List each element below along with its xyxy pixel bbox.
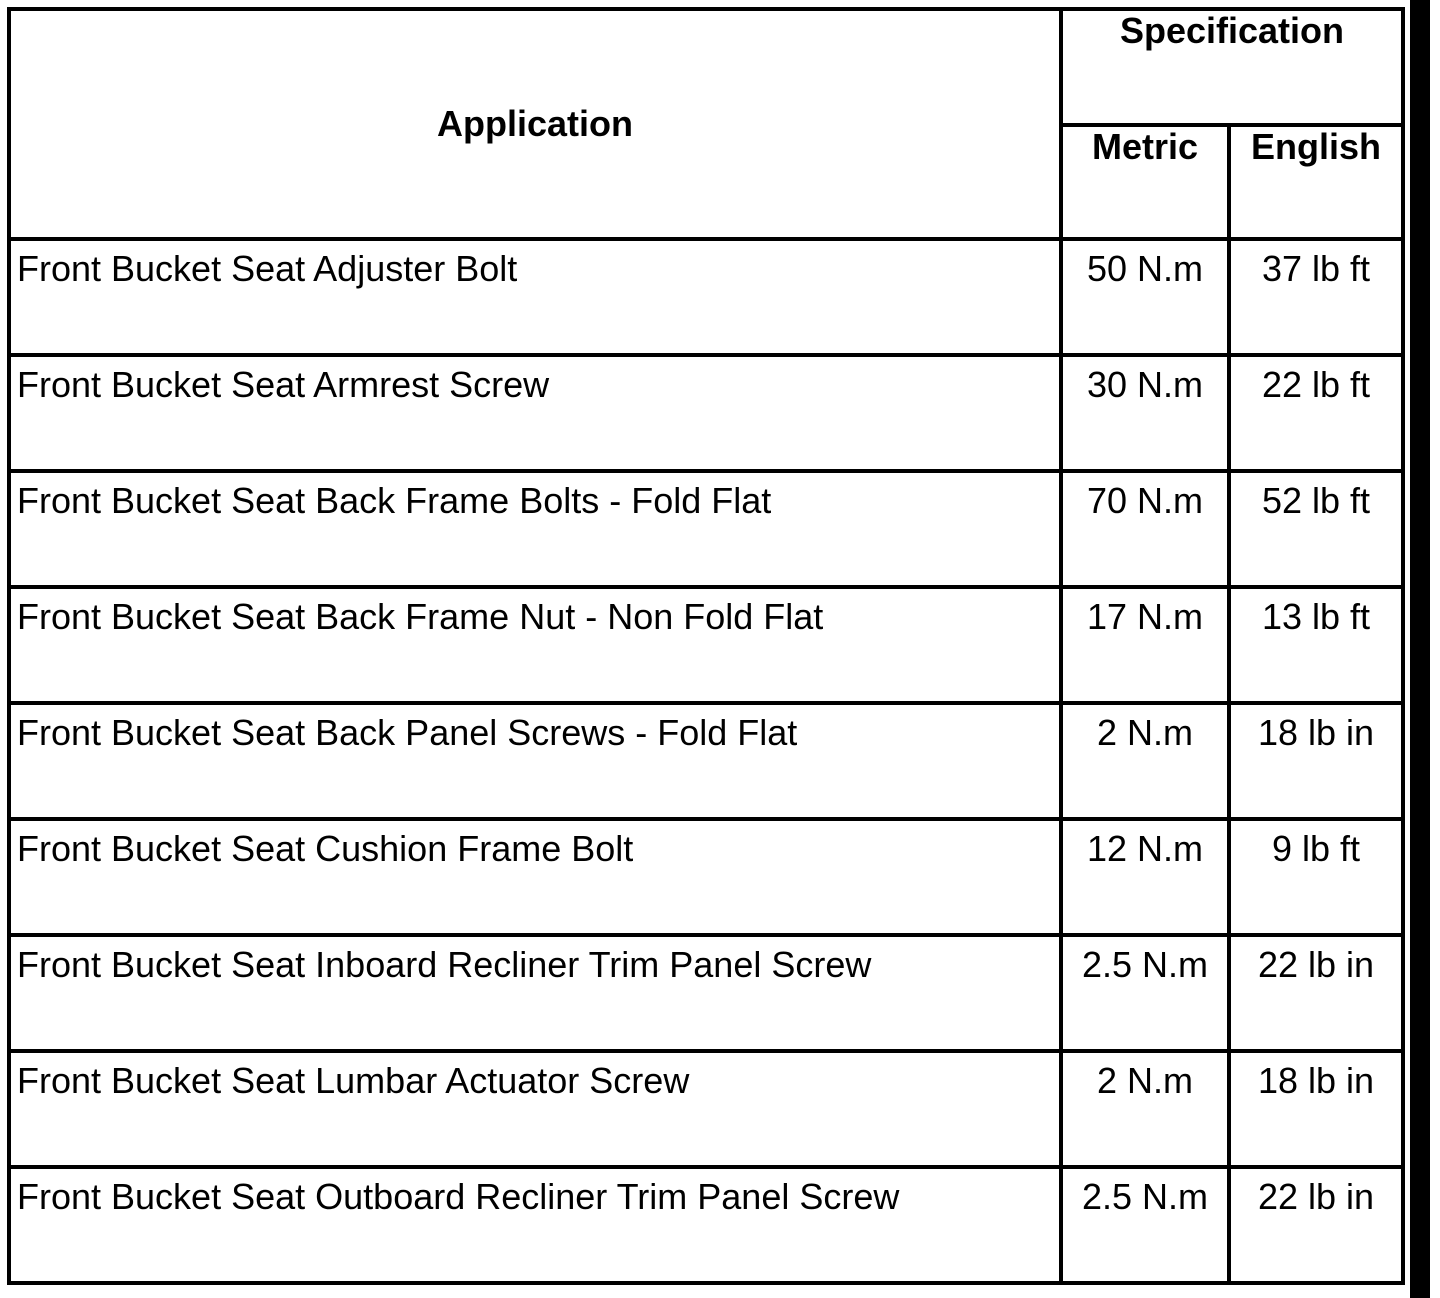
cell-english: 22 lb in	[1229, 935, 1403, 1051]
cell-english: 22 lb in	[1229, 1167, 1403, 1283]
cell-metric: 70 N.m	[1061, 471, 1229, 587]
cell-metric: 30 N.m	[1061, 355, 1229, 471]
header-application: Application	[9, 9, 1061, 239]
cell-english: 13 lb ft	[1229, 587, 1403, 703]
table-body	[9, 239, 1403, 1283]
cell-english: 9 lb ft	[1229, 819, 1403, 935]
table-row	[9, 239, 1403, 355]
table-row	[9, 819, 1403, 935]
table-row	[9, 587, 1403, 703]
cell-application: Front Bucket Seat Armrest Screw	[9, 355, 1061, 471]
table-row	[9, 935, 1403, 1051]
page-edge-bar	[1410, 0, 1430, 1298]
cell-application: Front Bucket Seat Adjuster Bolt	[9, 239, 1061, 355]
torque-specification-table	[7, 7, 1405, 1285]
cell-application: Front Bucket Seat Outboard Recliner Trim Panel Screw	[9, 1167, 1061, 1283]
cell-metric: 2 N.m	[1061, 1051, 1229, 1167]
cell-english: 18 lb in	[1229, 703, 1403, 819]
cell-application: Front Bucket Seat Back Panel Screws - Fold Flat	[9, 703, 1061, 819]
cell-metric: 12 N.m	[1061, 819, 1229, 935]
cell-application: Front Bucket Seat Back Frame Bolts - Fold Flat	[9, 471, 1061, 587]
cell-metric: 2 N.m	[1061, 703, 1229, 819]
cell-application: Front Bucket Seat Cushion Frame Bolt	[9, 819, 1061, 935]
cell-metric: 17 N.m	[1061, 587, 1229, 703]
header-metric: Metric	[1061, 125, 1229, 239]
header-specification: Specification	[1061, 9, 1403, 125]
cell-application: Front Bucket Seat Inboard Recliner Trim Panel Screw	[9, 935, 1061, 1051]
header-english: English	[1229, 125, 1403, 239]
cell-english: 52 lb ft	[1229, 471, 1403, 587]
table-row	[9, 355, 1403, 471]
cell-application: Front Bucket Seat Back Frame Nut - Non Fold Flat	[9, 587, 1061, 703]
cell-metric: 2.5 N.m	[1061, 1167, 1229, 1283]
cell-application: Front Bucket Seat Lumbar Actuator Screw	[9, 1051, 1061, 1167]
table-row	[9, 1051, 1403, 1167]
table-header	[9, 9, 1403, 239]
cell-metric: 50 N.m	[1061, 239, 1229, 355]
table-row	[9, 1167, 1403, 1283]
cell-english: 18 lb in	[1229, 1051, 1403, 1167]
cell-english: 22 lb ft	[1229, 355, 1403, 471]
cell-english: 37 lb ft	[1229, 239, 1403, 355]
table-row	[9, 471, 1403, 587]
cell-metric: 2.5 N.m	[1061, 935, 1229, 1051]
table-row	[9, 703, 1403, 819]
